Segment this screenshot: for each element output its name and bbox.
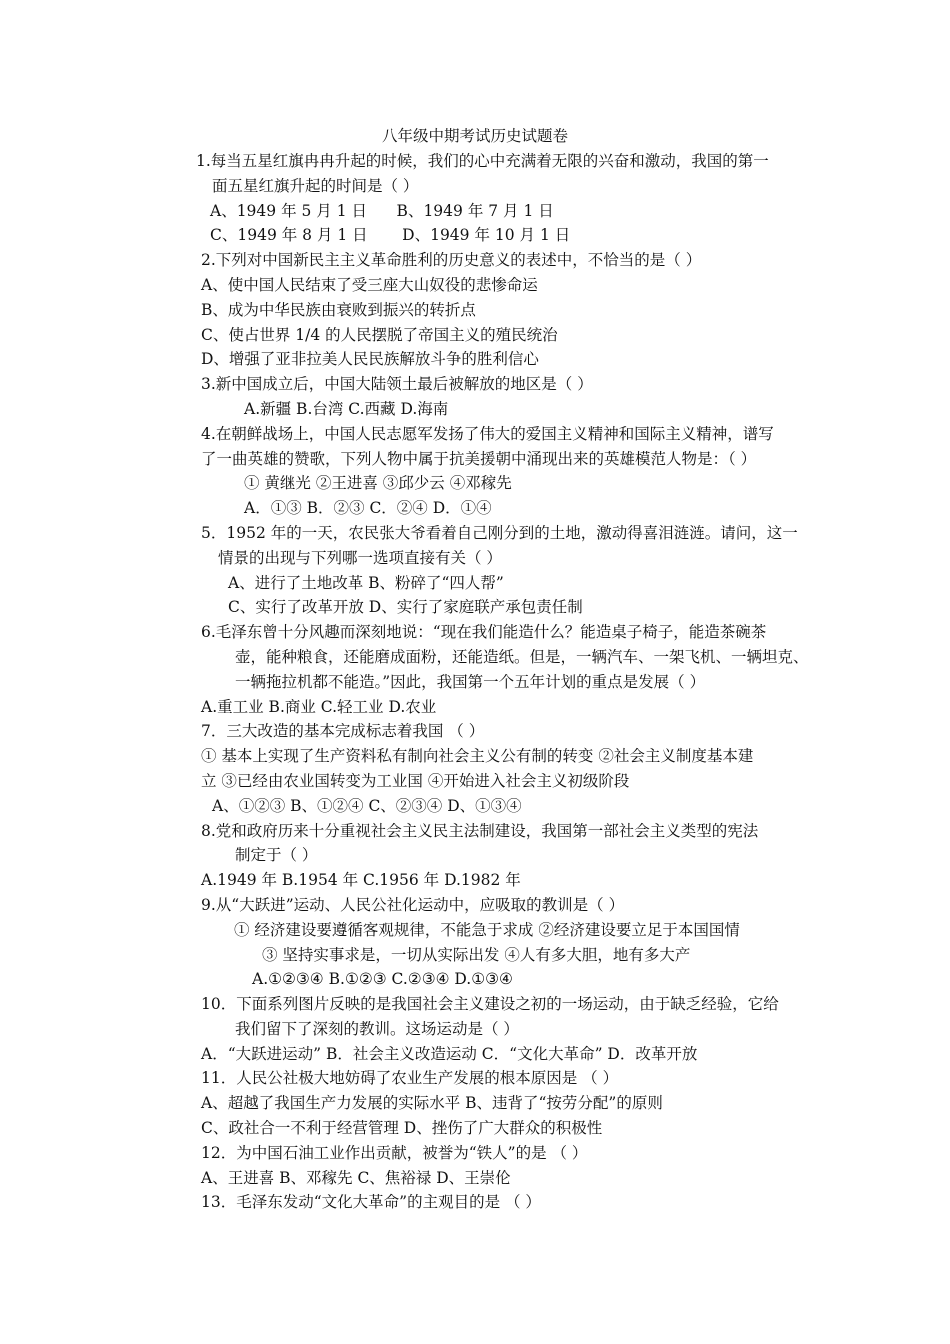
exam-line: A、王进喜 B、邓稼先 C、焦裕禄 D、王崇伦 xyxy=(201,1168,511,1187)
exam-line: 12．为中国石油工业作出贡献，被誉为“铁人”的是 （ ） xyxy=(201,1143,588,1162)
exam-line: ① 黄继光 ②王进喜 ③邱少云 ④邓稼先 xyxy=(244,474,512,493)
exam-line: 壶，能种粮食，还能磨成面粉，还能造纸。但是，一辆汽车、一架飞机、一辆坦克、 xyxy=(235,647,809,666)
exam-line: 6.毛泽东曾十分风趣而深刻地说：“现在我们能造什么？能造桌子椅子，能造茶碗茶 xyxy=(201,623,767,642)
exam-line: C、实行了改革开放 D、实行了家庭联产承包责任制 xyxy=(228,598,583,617)
exam-line: 2.下列对中国新民主主义革命胜利的历史意义的表述中，不恰当的是（ ） xyxy=(201,251,702,270)
exam-line: A.新疆 B.台湾 C.西藏 D.海南 xyxy=(244,399,449,418)
exam-line: A、超越了我国生产力发展的实际水平 B、违背了“按劳分配”的原则 xyxy=(201,1094,663,1113)
exam-line: A、①②③ B、①②④ C、②③④ D、①③④ xyxy=(212,796,522,815)
exam-line: A．“大跃进运动” B．社会主义改造运动 C．“文化大革命” D．改革开放 xyxy=(201,1044,698,1063)
exam-line: 情景的出现与下列哪一选项直接有关（ ） xyxy=(218,548,502,567)
exam-line: 8.党和政府历来十分重视社会主义民主法制建设，我国第一部社会主义类型的宪法 xyxy=(201,821,759,840)
exam-line: 5．1952 年的一天，农民张大爷看着自己刚分到的土地，激动得喜泪涟涟。请问，这一 xyxy=(201,523,798,542)
exam-line: 面五星红旗升起的时间是（ ） xyxy=(212,176,419,195)
exam-line: ① 基本上实现了生产资料私有制向社会主义公有制的转变 ②社会主义制度基本建 xyxy=(201,747,754,766)
exam-title: 八年级中期考试历史试题卷 xyxy=(381,127,568,145)
exam-line: 我们留下了深刻的教训。这场运动是（ ） xyxy=(235,1019,519,1038)
exam-line: C、1949 年 8 月 1 日 D、1949 年 10 月 1 日 xyxy=(210,226,571,245)
exam-line: 1.每当五星红旗冉冉升起的时候，我们的心中充满着无限的兴奋和激动，我国的第一 xyxy=(196,152,769,170)
exam-line: 10．下面系列图片反映的是我国社会主义建设之初的一场运动，由于缺乏经验，它给 xyxy=(201,995,779,1014)
exam-line: 7．三大改造的基本完成标志着我国 （ ） xyxy=(201,722,485,741)
exam-line: 一辆拖拉机都不能造。”因此，我国第一个五年计划的重点是发展（ ） xyxy=(235,672,706,691)
exam-line: A.①②③④ B.①②③ C.②③④ D.①③④ xyxy=(252,970,513,989)
exam-line: A、1949 年 5 月 1 日 B、1949 年 7 月 1 日 xyxy=(210,201,554,220)
exam-line: 制定于（ ） xyxy=(235,846,318,865)
exam-line: 11．人民公社极大地妨碍了农业生产发展的根本原因是 （ ） xyxy=(201,1069,619,1088)
exam-line: B、成为中华民族由衰败到振兴的转折点 xyxy=(201,300,476,319)
exam-line: A.1949 年 B.1954 年 C.1956 年 D.1982 年 xyxy=(201,871,521,890)
exam-line: D、增强了亚非拉美人民民族解放斗争的胜利信心 xyxy=(201,350,539,369)
exam-line: ③ 坚持实事求是，一切从实际出发 ④人有多大胆，地有多大产 xyxy=(262,945,691,964)
exam-line: A、使中国人民结束了受三座大山奴役的悲惨命运 xyxy=(201,275,538,294)
exam-line: A、进行了土地改革 B、粉碎了“四人帮” xyxy=(228,573,504,592)
exam-content xyxy=(0,149,950,1215)
exam-line: 4.在朝鲜战场上，中国人民志愿军发扬了伟大的爱国主义精神和国际主义精神，谱写 xyxy=(201,424,774,443)
exam-line: 了一曲英雄的赞歌，下列人物中属于抗美援朝中涌现出来的英雄模范人物是：（ ） xyxy=(201,449,757,468)
exam-line: 9.从“大跃进”运动、人民公社化运动中，应吸取的教训是（ ） xyxy=(201,895,625,914)
exam-line: A.重工业 B.商业 C.轻工业 D.农业 xyxy=(201,697,437,716)
exam-line: 13．毛泽东发动“文化大革命”的主观目的是 （ ） xyxy=(201,1193,541,1212)
exam-line: C、政社合一不利于经营管理 D、挫伤了广大群众的积极性 xyxy=(201,1119,603,1138)
exam-line: 3.新中国成立后，中国大陆领土最后被解放的地区是（ ） xyxy=(201,375,593,394)
exam-line: ① 经济建设要遵循客观规律，不能急于求成 ②经济建设要立足于本国国情 xyxy=(234,920,740,939)
exam-line: C、使占世界 1/4 的人民摆脱了帝国主义的殖民统治 xyxy=(201,325,558,344)
exam-line: A．①③ B．②③ C．②④ D．①④ xyxy=(244,499,492,518)
exam-line: 立 ③已经由农业国转变为工业国 ④开始进入社会主义初级阶段 xyxy=(201,771,630,790)
